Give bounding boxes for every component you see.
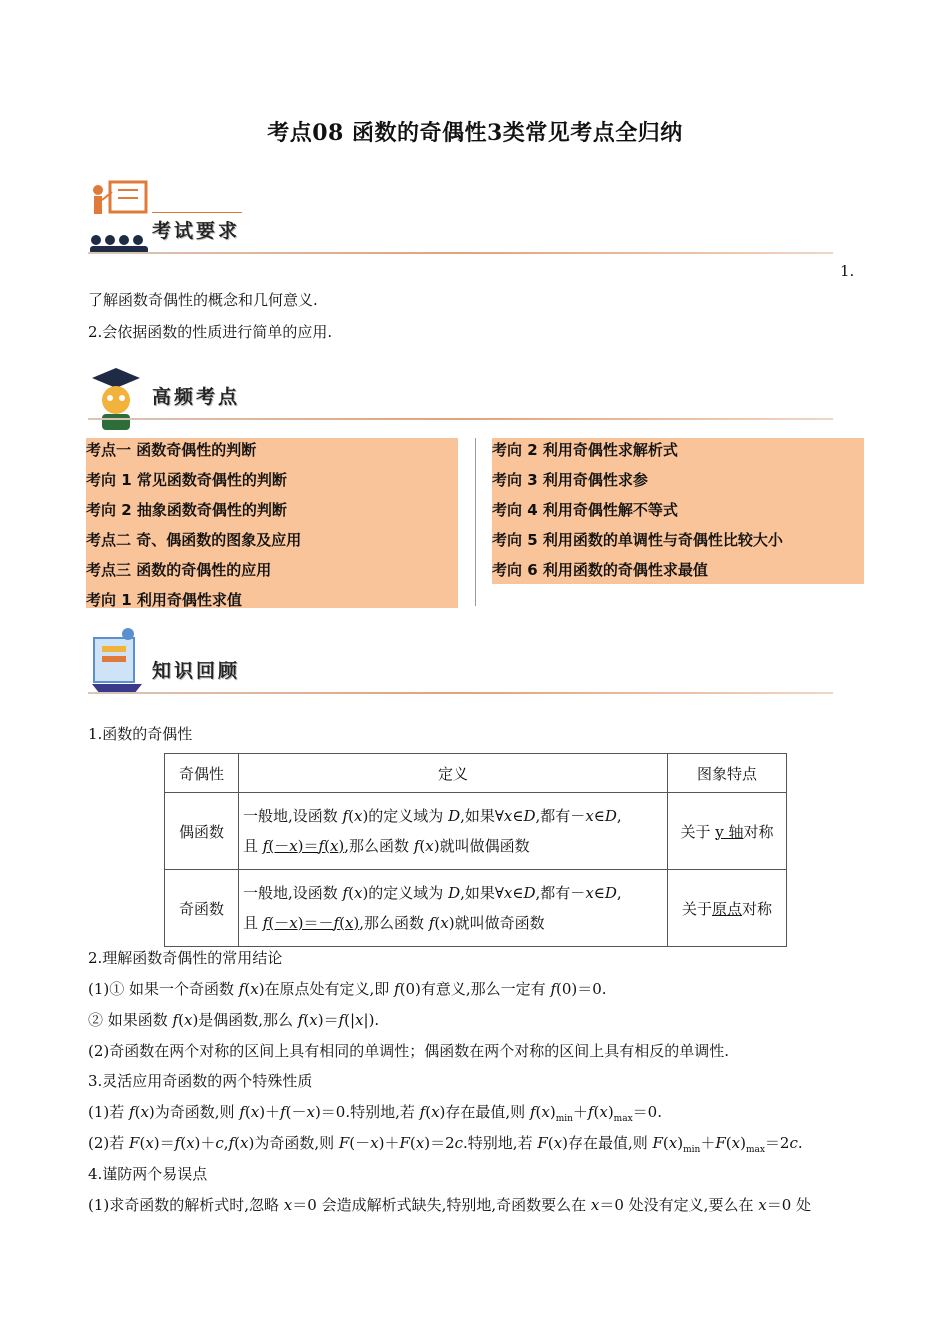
header-rule (88, 692, 833, 694)
table-header: 定义 (239, 754, 668, 793)
review-heading-2: 2.理解函数奇偶性的常用结论 (88, 949, 283, 967)
topic-item: 考向 4 利用奇偶性解不等式 (492, 501, 678, 519)
topic-item: 考向 1 常见函数奇偶性的判断 (86, 471, 287, 489)
review-text: (1)求奇函数的解析式时,忽略 x＝0 会造成解析式缺失,特别地,奇函数要么在 x＝0 处没有定义,要么在 x＝0 处 (88, 1196, 811, 1214)
header-accent-line (152, 212, 242, 213)
review-text: ② 如果函数 f(x)是偶函数,那么 f(x)＝f(|x|). (88, 1011, 380, 1029)
teacher-icon (88, 178, 150, 256)
topic-item: 考点二 奇、偶函数的图象及应用 (86, 531, 302, 549)
table-cell-name: 奇函数 (165, 870, 239, 947)
section-header-knowledge-review (88, 618, 833, 698)
table-header: 奇偶性 (165, 754, 239, 793)
review-heading-3: 3.灵活应用奇函数的两个特殊性质 (88, 1072, 313, 1090)
graduate-icon (90, 366, 142, 436)
section-title: 高频考点 (152, 386, 241, 408)
header-rule (88, 252, 833, 254)
books-icon (88, 624, 146, 698)
table-cell-definition: 一般地,设函数 f(x)的定义域为 D,如果∀x∈D,都有－x∈D, 且 f(－x)＝f(x),那么函数 f(x)就叫做偶函数 (239, 793, 668, 870)
topic-item: 考向 2 利用奇偶性求解析式 (492, 441, 678, 459)
parity-definition-table (164, 753, 787, 947)
topics-right-box (492, 438, 864, 584)
topic-item: 考向 1 利用奇偶性求值 (86, 591, 242, 609)
header-rule (88, 418, 833, 420)
table-cell-feature: 关于 y 轴对称 (668, 793, 787, 870)
review-text: (2)奇函数在两个对称的区间上具有相同的单调性；偶函数在两个对称的区间上具有相反的单调性. (88, 1042, 730, 1060)
topic-item: 考向 6 利用函数的奇偶性求最值 (492, 561, 708, 579)
review-heading-4: 4.谨防两个易误点 (88, 1165, 208, 1183)
topic-item: 考向 5 利用函数的单调性与奇偶性比较大小 (492, 531, 783, 549)
table-cell-definition: 一般地,设函数 f(x)的定义域为 D,如果∀x∈D,都有－x∈D, 且 f(－x)＝－f(x),那么函数 f(x)就叫做奇函数 (239, 870, 668, 947)
requirement-line-1: 了解函数奇偶性的概念和几何意义. (88, 291, 318, 309)
topic-item: 考向 3 利用奇偶性求参 (492, 471, 648, 489)
review-text: (1)若 f(x)为奇函数,则 f(x)＋f(－x)＝0.特别地,若 f(x)存在最值,则 $f(x)_{min}+f(x)_{max}=0$. (88, 1103, 662, 1124)
table-header: 图象特点 (668, 754, 787, 793)
table-cell-name: 偶函数 (165, 793, 239, 870)
review-text: (1)① 如果一个奇函数 f(x)在原点处有定义,即 f(0)有意义,那么一定有 f(0)＝0. (88, 980, 607, 998)
topic-item: 考向 2 抽象函数奇偶性的判断 (86, 501, 287, 519)
section-title: 考试要求 (152, 220, 241, 242)
topics-left-box (86, 438, 458, 608)
section-header-frequent-topics (88, 344, 833, 424)
requirement-line-2: 2.会依据函数的性质进行简单的应用. (88, 323, 333, 341)
topic-item: 考点一 函数奇偶性的判断 (86, 441, 257, 459)
section-header-exam-requirements (88, 178, 833, 258)
review-text: (2)若 F(x)＝f(x)＋c,f(x)为奇函数,则 F(－x)＋F(x)＝2c.特别地,若 F(x)存在最值,则 $F(x)_{min}+F(x)_{max}=2c$. (88, 1134, 803, 1155)
table-cell-feature: 关于原点对称 (668, 870, 787, 947)
requirement-number: 1. (840, 262, 855, 280)
column-divider (475, 438, 476, 606)
review-heading-1: 1.函数的奇偶性 (88, 725, 193, 743)
page-title: 考点08 函数的奇偶性3类常见考点全归纳 (267, 120, 683, 146)
topic-item: 考点三 函数的奇偶性的应用 (86, 561, 272, 579)
section-title: 知识回顾 (152, 660, 241, 682)
